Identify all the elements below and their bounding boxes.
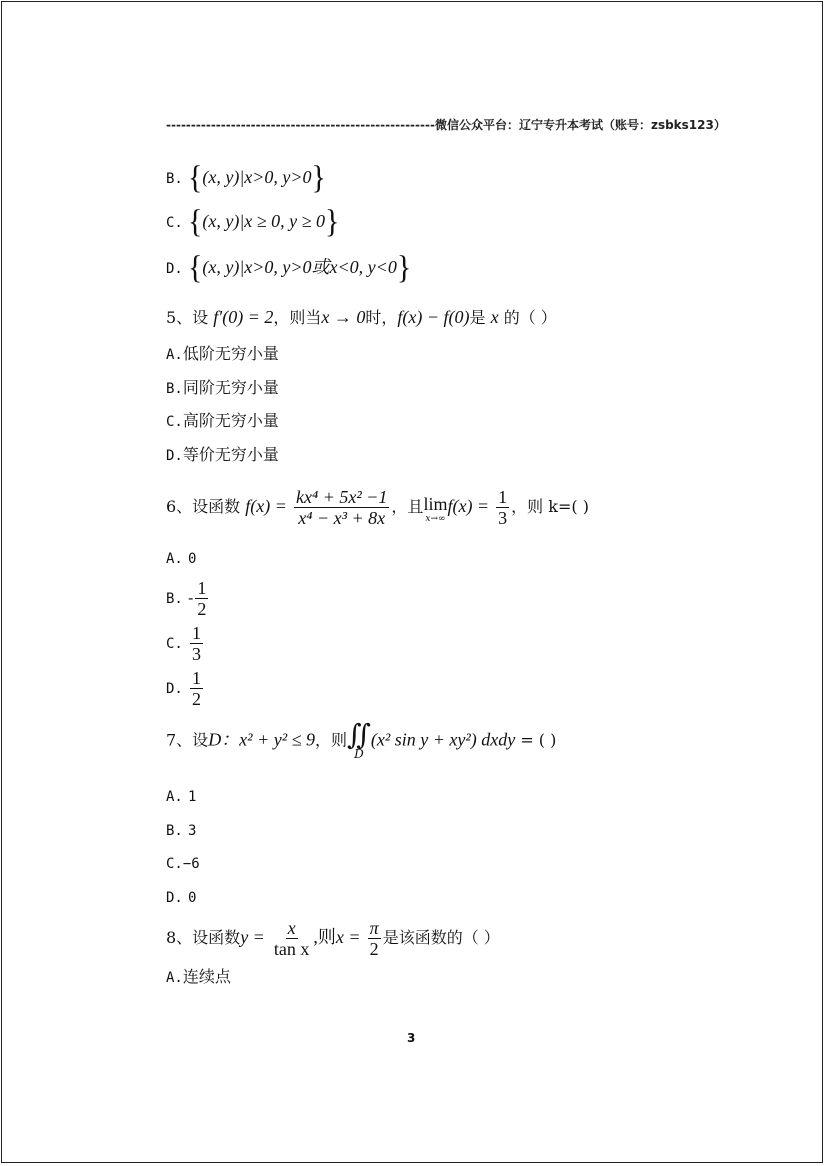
- limit-subscript: x→∞: [425, 513, 446, 524]
- option-label: C.: [166, 215, 183, 231]
- option-text: 0: [187, 890, 197, 906]
- option-label: D.: [166, 890, 183, 906]
- math-expression: f(x) =: [447, 496, 490, 516]
- fraction-numerator: 1: [191, 623, 201, 643]
- math-variable: x: [490, 307, 499, 327]
- math-expression: D：x² + y² ≤ 9: [208, 729, 315, 750]
- option-label: A.: [166, 970, 183, 986]
- q4-option-b: [166, 159, 326, 196]
- question-8: [166, 918, 500, 959]
- option-math: (x, y)|x>0, y>0: [202, 167, 312, 187]
- math-expression: f′(0) = 2: [213, 307, 274, 327]
- answer-blank: 的（ ）: [503, 308, 557, 327]
- option-label: D.: [166, 261, 183, 277]
- question-text: ，则当: [273, 308, 322, 327]
- fraction-denominator: 2: [197, 599, 207, 619]
- option-label: A.: [166, 347, 183, 363]
- left-brace: {: [187, 159, 203, 196]
- page-number: 3: [407, 1031, 416, 1045]
- option-label: A.: [166, 789, 183, 805]
- fraction-numerator: 1: [197, 578, 207, 598]
- question-text: 是: [469, 308, 486, 327]
- limit-operator: lim: [423, 493, 448, 514]
- question-text: 8、设函数: [166, 928, 241, 947]
- option-label: C.: [166, 856, 183, 872]
- option-text: 低阶无穷小量: [182, 344, 279, 363]
- option-text: 1: [187, 789, 197, 805]
- page-border: [1, 1, 823, 1163]
- fraction-numerator: kx⁴ + 5x² −1: [296, 487, 388, 507]
- option-text: 3: [187, 823, 197, 839]
- q7-option-c: [166, 852, 200, 875]
- math-expression: (x² sin y + xy²) dxdy: [370, 729, 516, 750]
- q7-option-a: [166, 785, 196, 808]
- fraction-denominator: 3: [498, 508, 508, 528]
- option-label: C.: [166, 636, 183, 652]
- answer-blank: 是该函数的（ ）: [382, 928, 500, 947]
- double-integral: [347, 718, 371, 761]
- integral-domain: D: [354, 747, 364, 761]
- option-label: A.: [166, 551, 183, 567]
- q8-option-a: [166, 966, 231, 989]
- fraction-denominator: x⁴ − x³ + 8x: [298, 508, 386, 528]
- question-text: ,则: [313, 927, 336, 947]
- q6-option-c: [166, 623, 205, 664]
- question-text: ，则: [314, 730, 347, 750]
- q4-option-d: [166, 249, 412, 286]
- answer-blank: ，则 k=( ): [511, 497, 589, 516]
- fraction-numerator: 1: [498, 487, 508, 507]
- option-math: (x, y)|x ≥ 0, y ≥ 0: [202, 211, 326, 231]
- left-brace: {: [187, 249, 203, 286]
- question-text: 6、设函数: [166, 497, 241, 516]
- fraction-denominator: 3: [191, 644, 201, 664]
- option-label: B.: [166, 591, 183, 607]
- question-6: [166, 487, 589, 528]
- fraction-denominator: 2: [369, 939, 379, 959]
- math-expression: x =: [335, 927, 361, 947]
- fraction: [190, 668, 203, 709]
- q5-option-c: [166, 410, 279, 433]
- fraction: [190, 623, 203, 664]
- math-expression: x → 0: [321, 307, 366, 327]
- option-label: B.: [166, 381, 183, 397]
- fraction-numerator: x: [287, 918, 296, 938]
- option-label: D.: [166, 448, 183, 464]
- right-brace: }: [311, 159, 326, 196]
- q5-option-a: [166, 343, 279, 366]
- fraction: [368, 918, 381, 959]
- q6-option-d: [166, 668, 205, 709]
- question-text: ，且: [391, 497, 424, 516]
- fraction: [496, 487, 509, 528]
- math-expression: f(x) − f(0): [397, 307, 470, 327]
- q6-option-a: [166, 547, 196, 570]
- right-brace: }: [325, 203, 340, 240]
- fraction: [294, 487, 389, 528]
- left-brace: {: [187, 203, 203, 240]
- q5-option-d: [166, 444, 279, 467]
- option-label: D.: [166, 681, 183, 697]
- answer-blank: = ( ): [520, 730, 557, 750]
- option-label: B.: [166, 823, 183, 839]
- fraction-denominator: tan x: [273, 939, 310, 959]
- option-text: 0: [187, 551, 197, 567]
- q7-option-d: [166, 886, 196, 909]
- q4-option-c: [166, 203, 340, 240]
- q5-option-b: [166, 377, 279, 400]
- fraction-numerator: 1: [191, 668, 201, 688]
- option-sign: -: [187, 588, 194, 607]
- math-expression: y =: [240, 927, 265, 947]
- math-expression: f(x) =: [245, 496, 287, 516]
- option-label: C.: [166, 414, 183, 430]
- fraction-numerator: π: [369, 918, 379, 938]
- question-text: 时，: [365, 308, 398, 327]
- right-brace: }: [396, 249, 412, 286]
- option-text: −6: [182, 856, 200, 872]
- question-text: 5、设: [166, 308, 209, 327]
- q6-option-b: [166, 578, 210, 619]
- header-dashes: ------------------------------------------------------: [166, 118, 435, 132]
- header-text: 微信公众平台：辽宁专升本考试（账号：zsbks123）: [434, 118, 726, 132]
- fraction: [195, 578, 208, 619]
- option-text: 连续点: [182, 967, 231, 986]
- fraction-denominator: 2: [191, 689, 201, 709]
- limit: [423, 493, 447, 523]
- page-header: [166, 116, 726, 133]
- option-label: B.: [166, 171, 183, 187]
- fraction: [272, 918, 312, 959]
- option-text: 高阶无穷小量: [182, 411, 279, 430]
- question-7: [166, 718, 557, 761]
- question-text: 7、设: [166, 730, 209, 750]
- option-math: (x, y)|x>0, y>0或x<0, y<0: [202, 257, 397, 277]
- option-text: 同阶无穷小量: [182, 378, 279, 397]
- q7-option-b: [166, 819, 196, 842]
- integral-sign: ∬: [347, 718, 371, 751]
- question-5: [166, 306, 557, 329]
- option-text: 等价无穷小量: [182, 445, 279, 464]
